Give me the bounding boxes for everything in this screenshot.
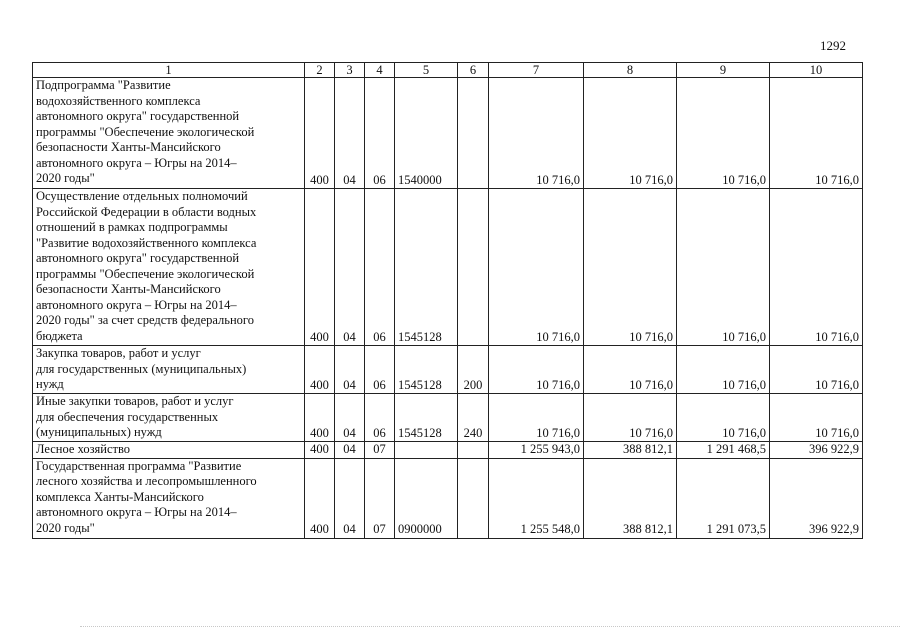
row-col-6 bbox=[458, 458, 489, 538]
row-col-3: 04 bbox=[335, 458, 365, 538]
header-col-9: 9 bbox=[677, 63, 770, 78]
row-name: Иные закупки товаров, работ и услуг для обеспечения государственных (муниципальных) нужд bbox=[33, 394, 305, 442]
row-col-7: 10 716,0 bbox=[489, 394, 584, 442]
row-col-6: 200 bbox=[458, 346, 489, 394]
row-name: Закупка товаров, работ и услуг для государственных (муниципальных) нужд bbox=[33, 346, 305, 394]
budget-table bbox=[32, 62, 863, 539]
row-col-3: 04 bbox=[335, 346, 365, 394]
row-col-8: 388 812,1 bbox=[584, 442, 677, 459]
row-col-9: 10 716,0 bbox=[677, 346, 770, 394]
table-row bbox=[33, 442, 863, 459]
row-col-7: 10 716,0 bbox=[489, 78, 584, 189]
row-col-4: 06 bbox=[365, 189, 395, 346]
row-col-8: 388 812,1 bbox=[584, 458, 677, 538]
row-col-7: 10 716,0 bbox=[489, 346, 584, 394]
row-col-2: 400 bbox=[305, 189, 335, 346]
row-name: Государственная программа "Развитие лесного хозяйства и лесопромышленного комплекса Ханты-Мансийского автономного округа – Югры на 2014– 2020 годы" bbox=[33, 458, 305, 538]
row-col-3: 04 bbox=[335, 78, 365, 189]
row-col-3: 04 bbox=[335, 394, 365, 442]
row-col-3: 04 bbox=[335, 442, 365, 459]
row-col-10: 10 716,0 bbox=[770, 346, 863, 394]
row-col-10: 396 922,9 bbox=[770, 458, 863, 538]
row-col-7: 1 255 548,0 bbox=[489, 458, 584, 538]
row-col-5: 1540000 bbox=[395, 78, 458, 189]
row-col-2: 400 bbox=[305, 458, 335, 538]
row-col-10: 10 716,0 bbox=[770, 394, 863, 442]
header-col-3: 3 bbox=[335, 63, 365, 78]
row-col-5: 1545128 bbox=[395, 394, 458, 442]
row-col-9: 1 291 073,5 bbox=[677, 458, 770, 538]
row-col-6 bbox=[458, 78, 489, 189]
row-col-5: 0900000 bbox=[395, 458, 458, 538]
header-col-2: 2 bbox=[305, 63, 335, 78]
row-col-2: 400 bbox=[305, 394, 335, 442]
header-col-7: 7 bbox=[489, 63, 584, 78]
row-col-4: 07 bbox=[365, 442, 395, 459]
scan-artifact-line bbox=[80, 626, 900, 628]
table-row bbox=[33, 458, 863, 538]
row-col-5: 1545128 bbox=[395, 189, 458, 346]
page-number: 1292 bbox=[820, 38, 846, 53]
row-col-2: 400 bbox=[305, 442, 335, 459]
row-col-6: 240 bbox=[458, 394, 489, 442]
row-col-8: 10 716,0 bbox=[584, 189, 677, 346]
row-col-8: 10 716,0 bbox=[584, 394, 677, 442]
row-name: Лесное хозяйство bbox=[33, 442, 305, 459]
row-col-4: 06 bbox=[365, 78, 395, 189]
row-col-9: 10 716,0 bbox=[677, 394, 770, 442]
row-col-10: 10 716,0 bbox=[770, 189, 863, 346]
row-col-4: 07 bbox=[365, 458, 395, 538]
row-col-7: 1 255 943,0 bbox=[489, 442, 584, 459]
row-col-5 bbox=[395, 442, 458, 459]
header-col-4: 4 bbox=[365, 63, 395, 78]
header-col-6: 6 bbox=[458, 63, 489, 78]
table-row bbox=[33, 78, 863, 189]
row-col-9: 10 716,0 bbox=[677, 78, 770, 189]
row-name: Подпрограмма "Развитие водохозяйственного комплекса автономного округа" государственной программы "Обеспечение экологической безопасности Ханты-Мансийского автономного округа – Югры на 2014– 2020 годы" bbox=[33, 78, 305, 189]
row-col-6 bbox=[458, 189, 489, 346]
header-col-1: 1 bbox=[33, 63, 305, 78]
row-col-7: 10 716,0 bbox=[489, 189, 584, 346]
row-col-3: 04 bbox=[335, 189, 365, 346]
header-col-5: 5 bbox=[395, 63, 458, 78]
header-row bbox=[33, 63, 863, 78]
row-col-10: 10 716,0 bbox=[770, 78, 863, 189]
row-col-10: 396 922,9 bbox=[770, 442, 863, 459]
row-col-8: 10 716,0 bbox=[584, 78, 677, 189]
row-col-9: 10 716,0 bbox=[677, 189, 770, 346]
header-col-8: 8 bbox=[584, 63, 677, 78]
row-col-2: 400 bbox=[305, 78, 335, 189]
table-row bbox=[33, 394, 863, 442]
row-col-8: 10 716,0 bbox=[584, 346, 677, 394]
row-col-4: 06 bbox=[365, 394, 395, 442]
row-col-9: 1 291 468,5 bbox=[677, 442, 770, 459]
table-row bbox=[33, 189, 863, 346]
table-row bbox=[33, 346, 863, 394]
header-col-10: 10 bbox=[770, 63, 863, 78]
row-col-4: 06 bbox=[365, 346, 395, 394]
row-name: Осуществление отдельных полномочий Российской Федерации в области водных отношений в рамках подпрограммы "Развитие водохозяйственного комплекса автономного округа" государственной программы "Обеспечение экологической безопасности Ханты-Мансийского автономного округа – Югры на 2014– 2020 годы" за счет средств федерального бюджета bbox=[33, 189, 305, 346]
row-col-6 bbox=[458, 442, 489, 459]
row-col-2: 400 bbox=[305, 346, 335, 394]
row-col-5: 1545128 bbox=[395, 346, 458, 394]
